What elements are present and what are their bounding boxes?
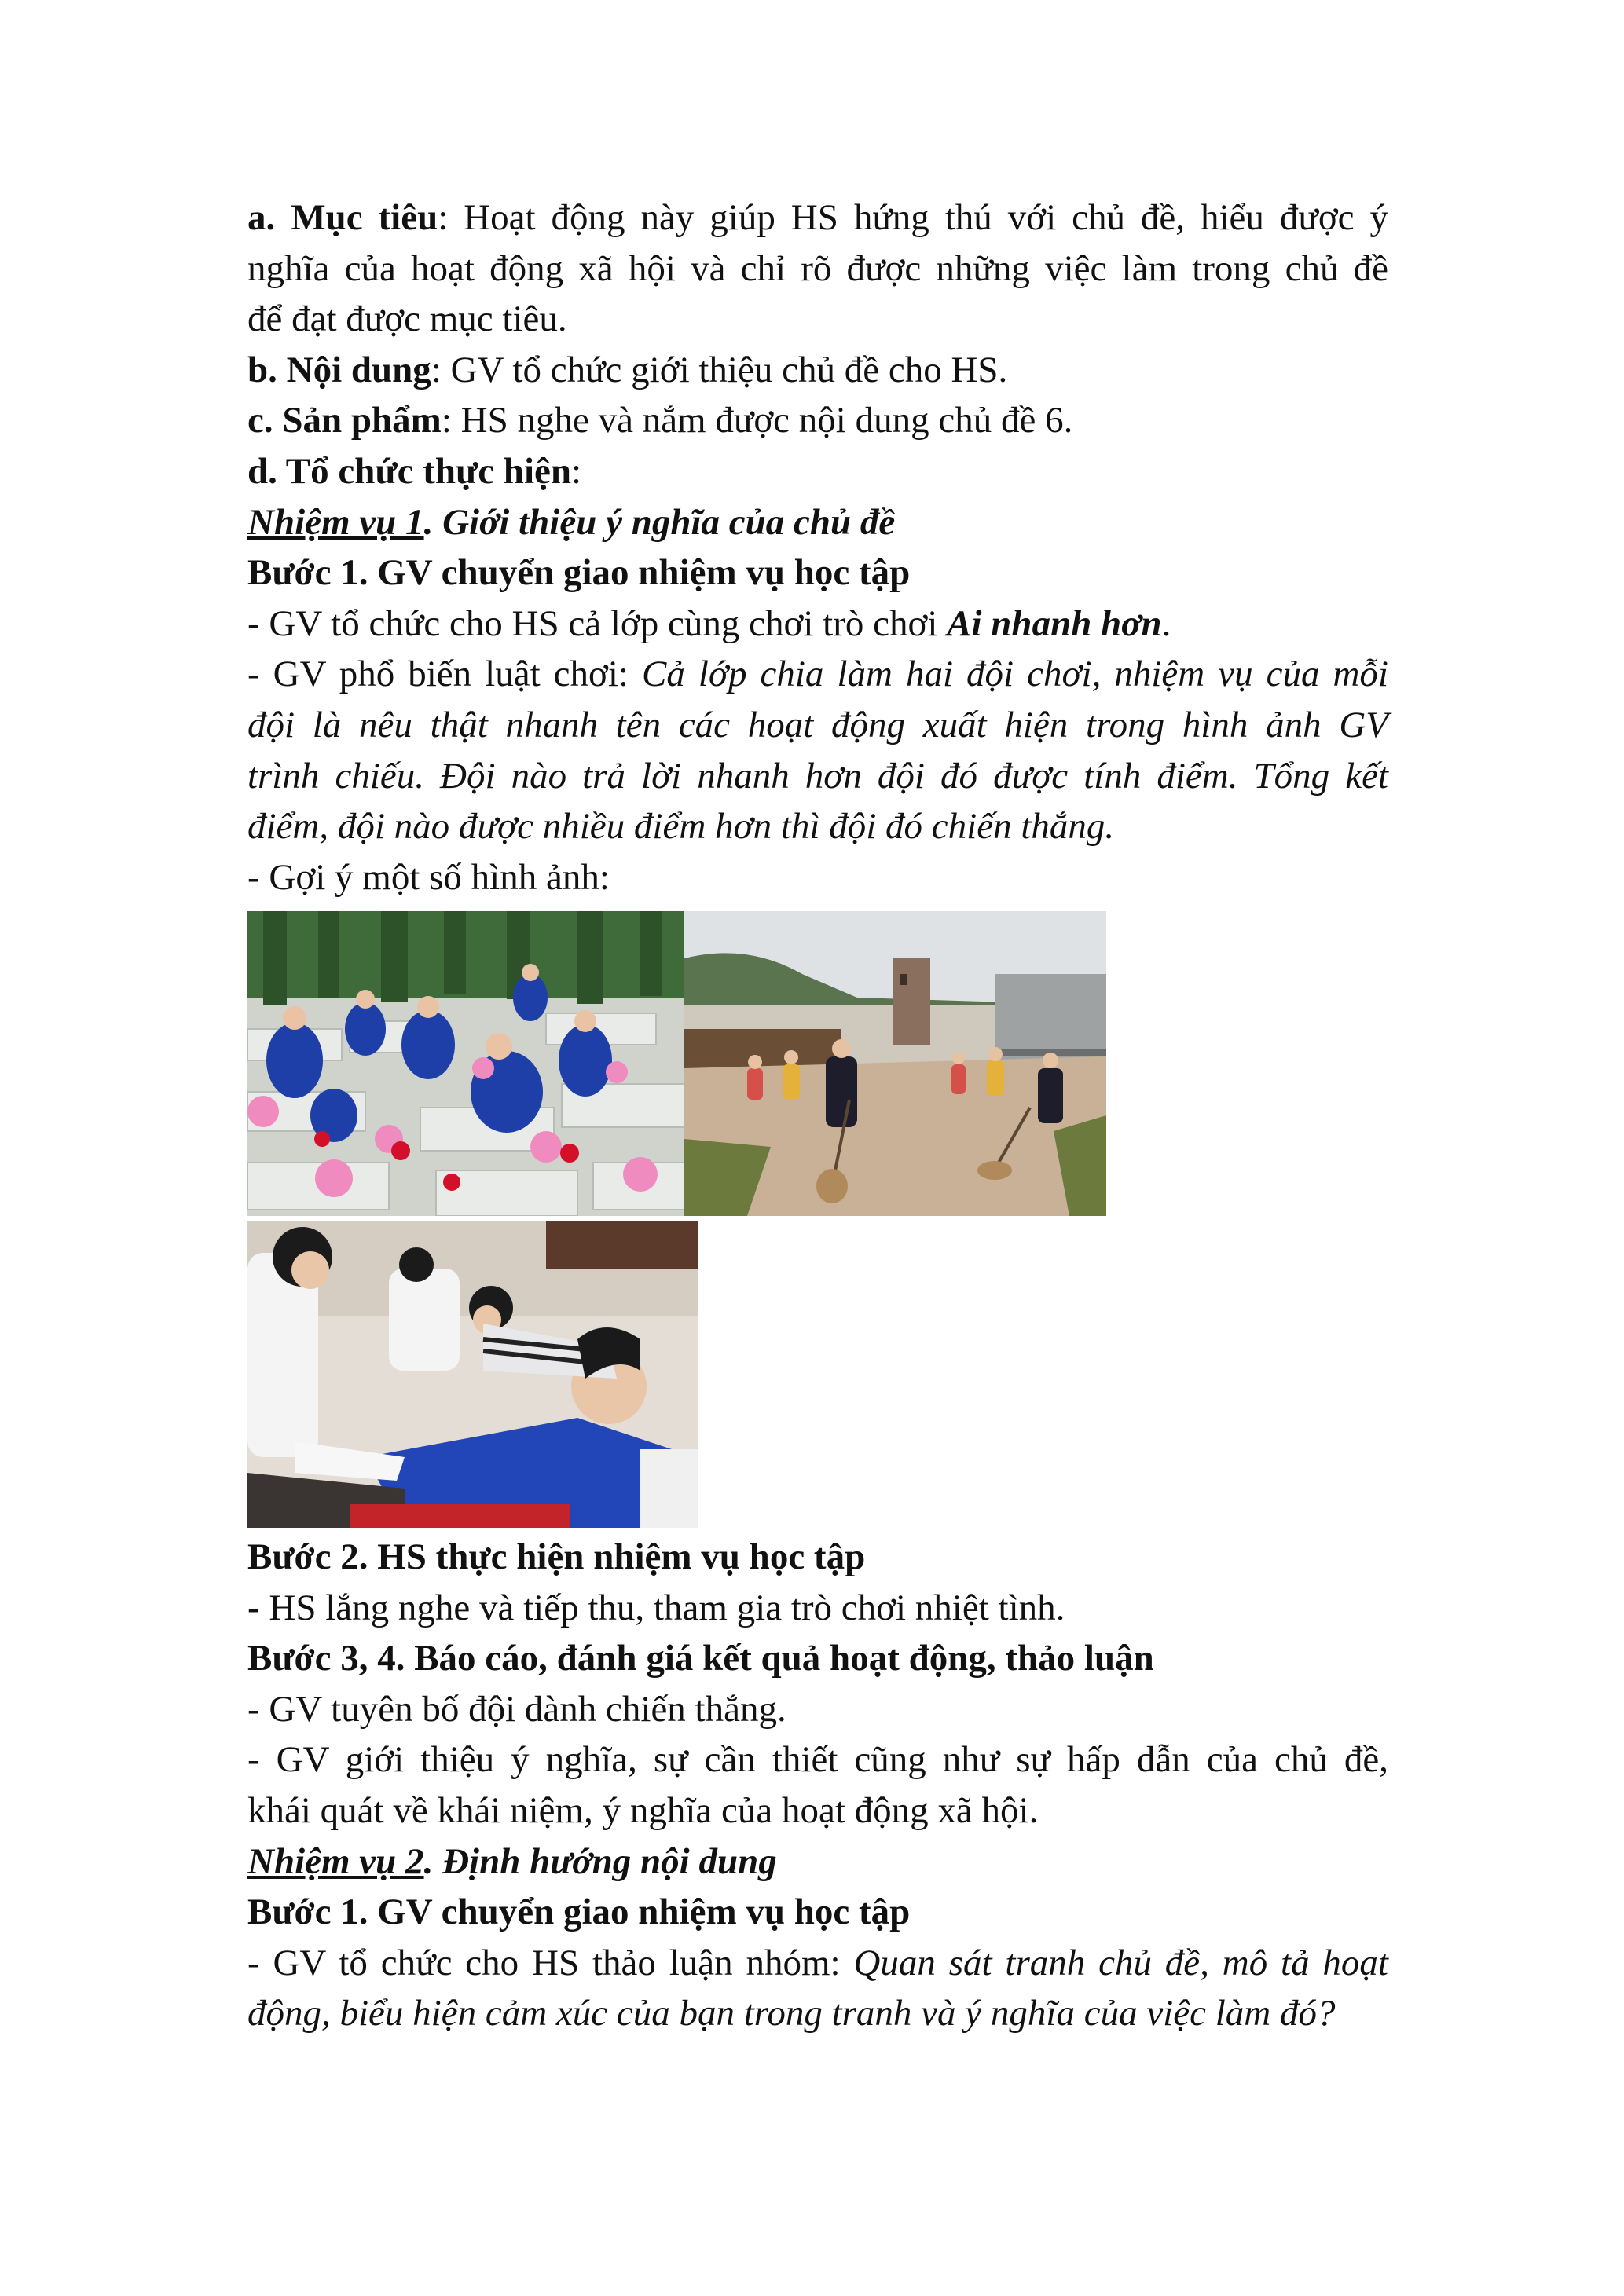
- cemetery-cleanup-photo: [247, 911, 684, 1216]
- task1-step34-bullet2-line1: - GV giới thiệu ý nghĩa, sự cần thiết cũng như sự hấp dẫn của chủ đề,: [247, 1739, 1388, 1781]
- task1-bullet2-line2: đội là nêu thật nhanh tên các hoạt động xuất hiện trong hình ảnh GV: [247, 704, 1388, 745]
- task1-step34-bullet1: - GV tuyên bố đội dành chiến thắng.: [247, 1688, 786, 1730]
- para-c: c. Sản phẩm: HS nghe và nắm được nội dung chủ đề 6.: [247, 400, 1073, 441]
- para-a-line1: a. Mục tiêu: Hoạt động này giúp HS hứng thú với chủ đề, hiểu được ý: [247, 197, 1388, 238]
- task1-bullet2-line4: điểm, đội nào được nhiều điểm hơn thì đội đó chiến thắng.: [247, 806, 1115, 848]
- para-a-line2: nghĩa của hoạt động xã hội và chỉ rõ được những việc làm trong chủ đề: [247, 247, 1388, 289]
- task1-bullet2-line3: trình chiếu. Đội nào trả lời nhanh hơn đội đó được tính điểm. Tổng kết: [247, 755, 1388, 796]
- task1-heading: Nhiệm vụ 1. Giới thiệu ý nghĩa của chủ đề: [247, 501, 896, 543]
- task1-step1-heading: Bước 1. GV chuyển giao nhiệm vụ học tập: [247, 552, 911, 594]
- task2-step1-heading: Bước 1. GV chuyển giao nhiệm vụ học tập: [247, 1891, 911, 1933]
- document-continuation: [247, 1532, 1388, 2039]
- task2-bullet1-line1: - GV tổ chức cho HS thảo luận nhóm: Quan sát tranh chủ đề, mô tả hoạt: [247, 1942, 1388, 1983]
- para-a-line3: để đạt được mục tiêu.: [247, 298, 567, 340]
- task2-heading: Nhiệm vụ 2. Định hướng nội dung: [247, 1840, 777, 1882]
- task1-step2-text: - HS lắng nghe và tiếp thu, tham gia trò chơi nhiệt tình.: [247, 1587, 1065, 1628]
- task1-bullet3: - Gợi ý một số hình ảnh:: [247, 856, 610, 898]
- blood-donation-photo: [247, 1221, 698, 1528]
- task1-step34-bullet2-line2: khái quát về khái niệm, ý nghĩa của hoạt động xã hội.: [247, 1789, 1039, 1831]
- task2-bullet1-line2: động, biểu hiện cảm xúc của bạn trong tranh và ý nghĩa của việc làm đó?: [247, 1993, 1336, 2034]
- task1-step34-heading: Bước 3, 4. Báo cáo, đánh giá kết quả hoạt động, thảo luận: [247, 1638, 1154, 1679]
- para-d: d. Tổ chức thực hiện:: [247, 450, 582, 492]
- para-b: b. Nội dung: GV tổ chức giới thiệu chủ đề cho HS.: [247, 349, 1008, 390]
- task1-bullet2-line1: - GV phổ biến luật chơi: Cả lớp chia làm hai đội chơi, nhiệm vụ của mỗi: [247, 654, 1388, 695]
- document-page: [247, 192, 1388, 903]
- task1-bullet1: - GV tổ chức cho HS cả lớp cùng chơi trò chơi Ai nhanh hơn.: [247, 602, 1171, 644]
- task1-step2-heading: Bước 2. HS thực hiện nhiệm vụ học tập: [247, 1536, 866, 1577]
- street-sweeping-photo: [684, 911, 1106, 1216]
